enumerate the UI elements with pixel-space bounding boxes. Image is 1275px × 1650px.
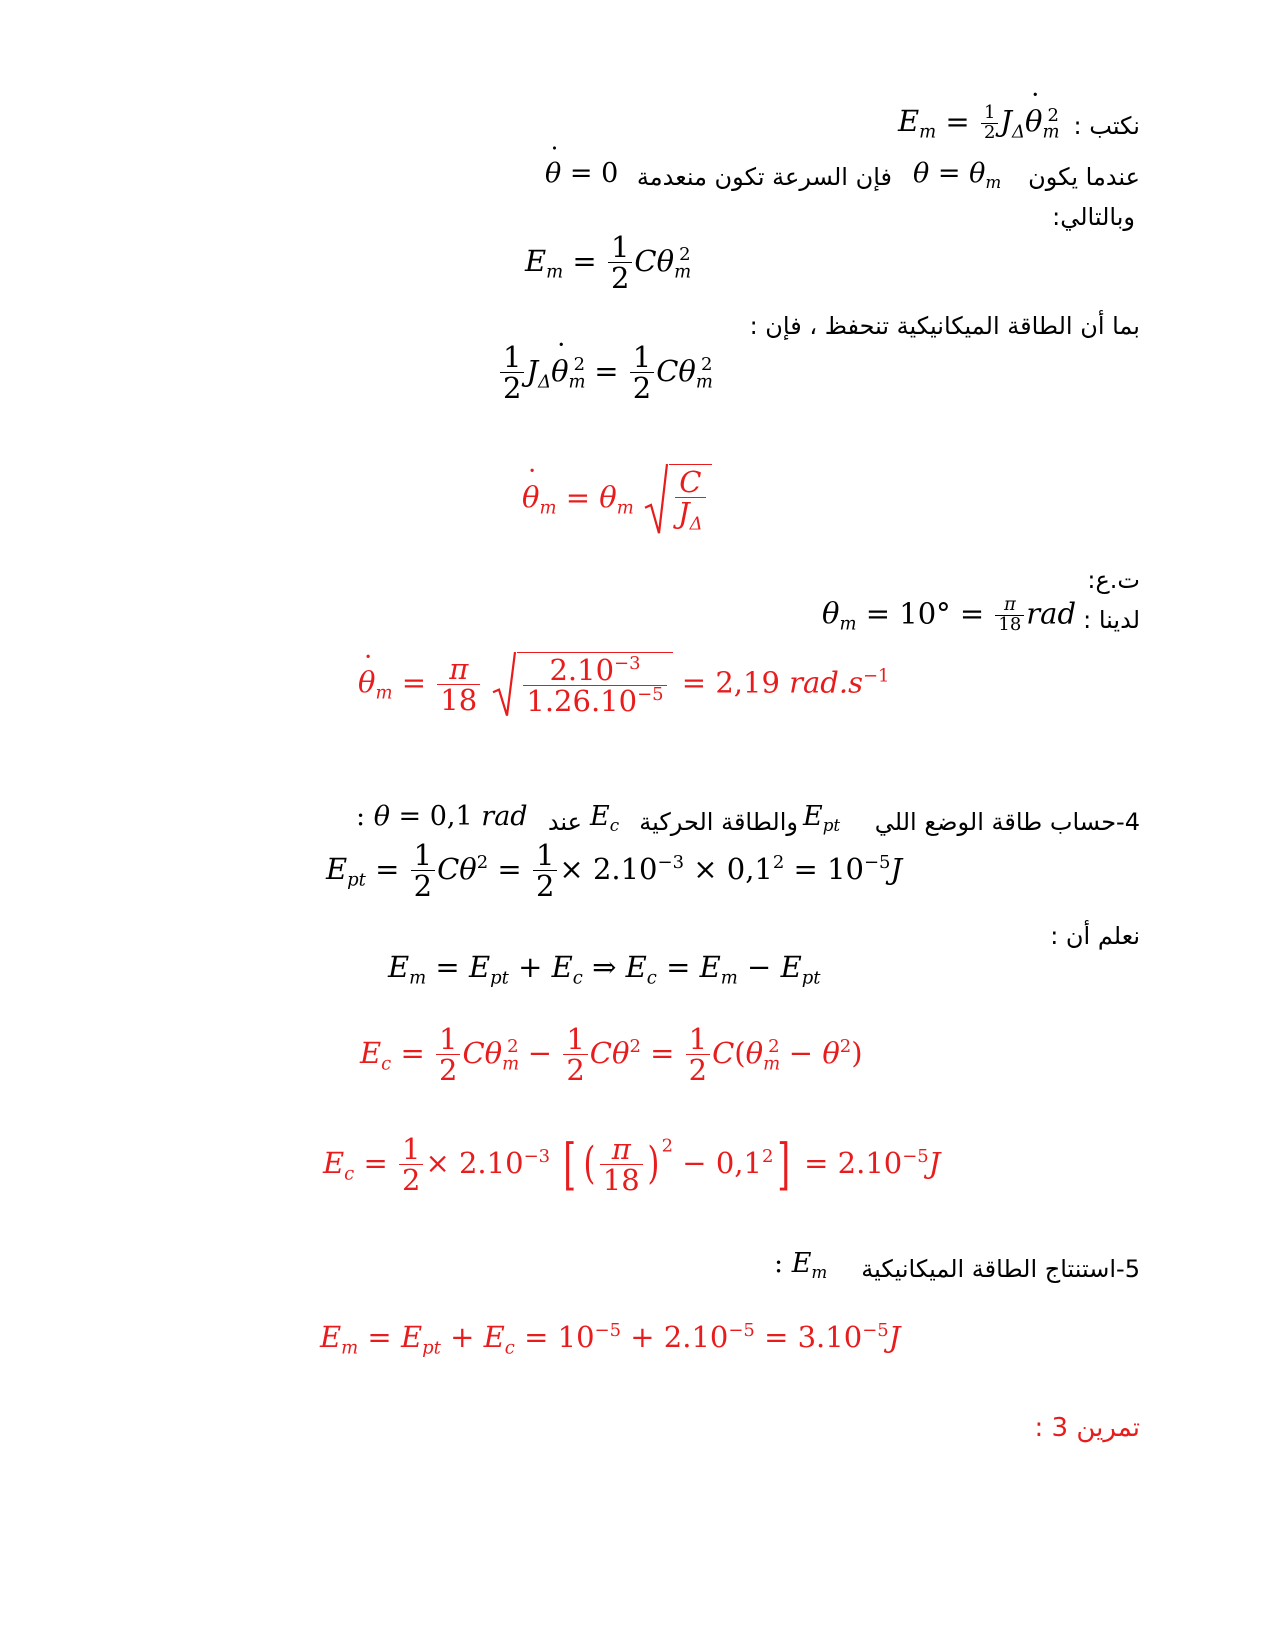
line-energy-conserved: بما أن الطاقة الميكانيكية تنحفظ ، فإن : — [749, 312, 1140, 340]
label-write: نكتب : — [1073, 112, 1140, 140]
eq-thetadot-value: θ $˙_m$ = $\frac{\pi}{18}$ $\frac{2.10^{-3}}{1.26.10^{-5}}$ = 2,19 $rad.s^{-1}$ — [358, 652, 889, 717]
sqrt-numeric: $\frac{2.10^{-3}}{1.26.10^{-5}}$ — [491, 652, 672, 717]
eq-conservation: $\frac{1}{2}$ $J_\Delta\theta$ $˙_m^2$ = $\frac{1}{2}$ $C\theta_m^2$ — [498, 342, 712, 404]
eq-em-potential: $E_m$ = $\frac{1}{2}$ $C\theta_m^2$ — [525, 230, 692, 296]
line-we-know: نعلم أن : — [1050, 922, 1140, 950]
eq-theta-eq-thetam: $\theta = \theta_m$ — [913, 158, 1002, 192]
sym-ept: $E_{pt}$ — [803, 801, 841, 835]
line-when-theta-max: عندما يكون — [1028, 163, 1140, 191]
eq-em-sum: $E_m = E_{pt} + E_c$ ⇒ $E_c = E_m - E_{pt}$ — [388, 950, 821, 989]
eq-em-value: $E_m = E_{pt} + E_c = 10^{-5} + 2.10^{-5} = 3.10^{-5}J$ — [320, 1320, 901, 1359]
line-therefore: وبالتالي: — [1052, 203, 1135, 231]
eq-thetadot-formula: θ $˙_m = \theta_m$ $\frac{C}{J_\Delta}$ — [522, 464, 712, 535]
sym-ec: $E_c$ — [590, 801, 620, 835]
eq-theta-01: : θ = 0,1 rad — [356, 801, 528, 832]
line-question-4-b: والطاقة الحركية — [639, 808, 798, 836]
line-write-em — [1074, 112, 1140, 140]
line-numerical-app: ت.ع: — [1087, 566, 1140, 594]
line-question-5: 5-استنتاج الطاقة الميكانيكية — [861, 1255, 1140, 1283]
exercise-3-heading: تمرين 3 : — [1034, 1413, 1140, 1443]
sqrt-c-over-j: $\frac{C}{J_\Delta}$ — [643, 464, 712, 535]
eq-thetadot-zero: θ ˙ = 0 — [545, 158, 618, 189]
eq-ec-formula: $E_c$ = $\frac{1}{2}$ $C\theta_m^2$ − $\frac{1}{2}$ $C\theta^2$ = $\frac{1}{2}$ $C(\theta_m^2 - \theta^2)$ — [360, 1022, 863, 1088]
line-question-4-c: عند — [547, 808, 582, 836]
line-speed-zero: فإن السرعة تكون منعدمة — [636, 163, 892, 191]
eq-ept-value: $E_{pt}$ = $\frac{1}{2}$ $C\theta^2$ = $\frac{1}{2}$ × $2.10^{-3} \times 0,1^2 = 10^{-5}J$ — [326, 838, 903, 904]
line-we-have: لدينا : — [1083, 606, 1140, 634]
sym-em: : $E_m$ — [774, 1248, 828, 1282]
line-question-4: 4-حساب طاقة الوضع اللي — [874, 808, 1140, 836]
eq-em-kinetic: $E_m$ = $\frac{1}{2}$ $J_\Delta\theta$ $˙_m^2$ — [898, 104, 1059, 143]
eq-ec-value: $E_c$ = $\frac{1}{2}$ × $2.10^{-3}$ [ ( $\frac{\pi}{18}$ ) $^2 - 0,1^2] = 2.10^{-5}J$ — [323, 1132, 941, 1198]
eq-thetam-value: $\theta_m = 10^\circ$ = $\frac{\pi}{18}$ rad — [822, 594, 1077, 635]
